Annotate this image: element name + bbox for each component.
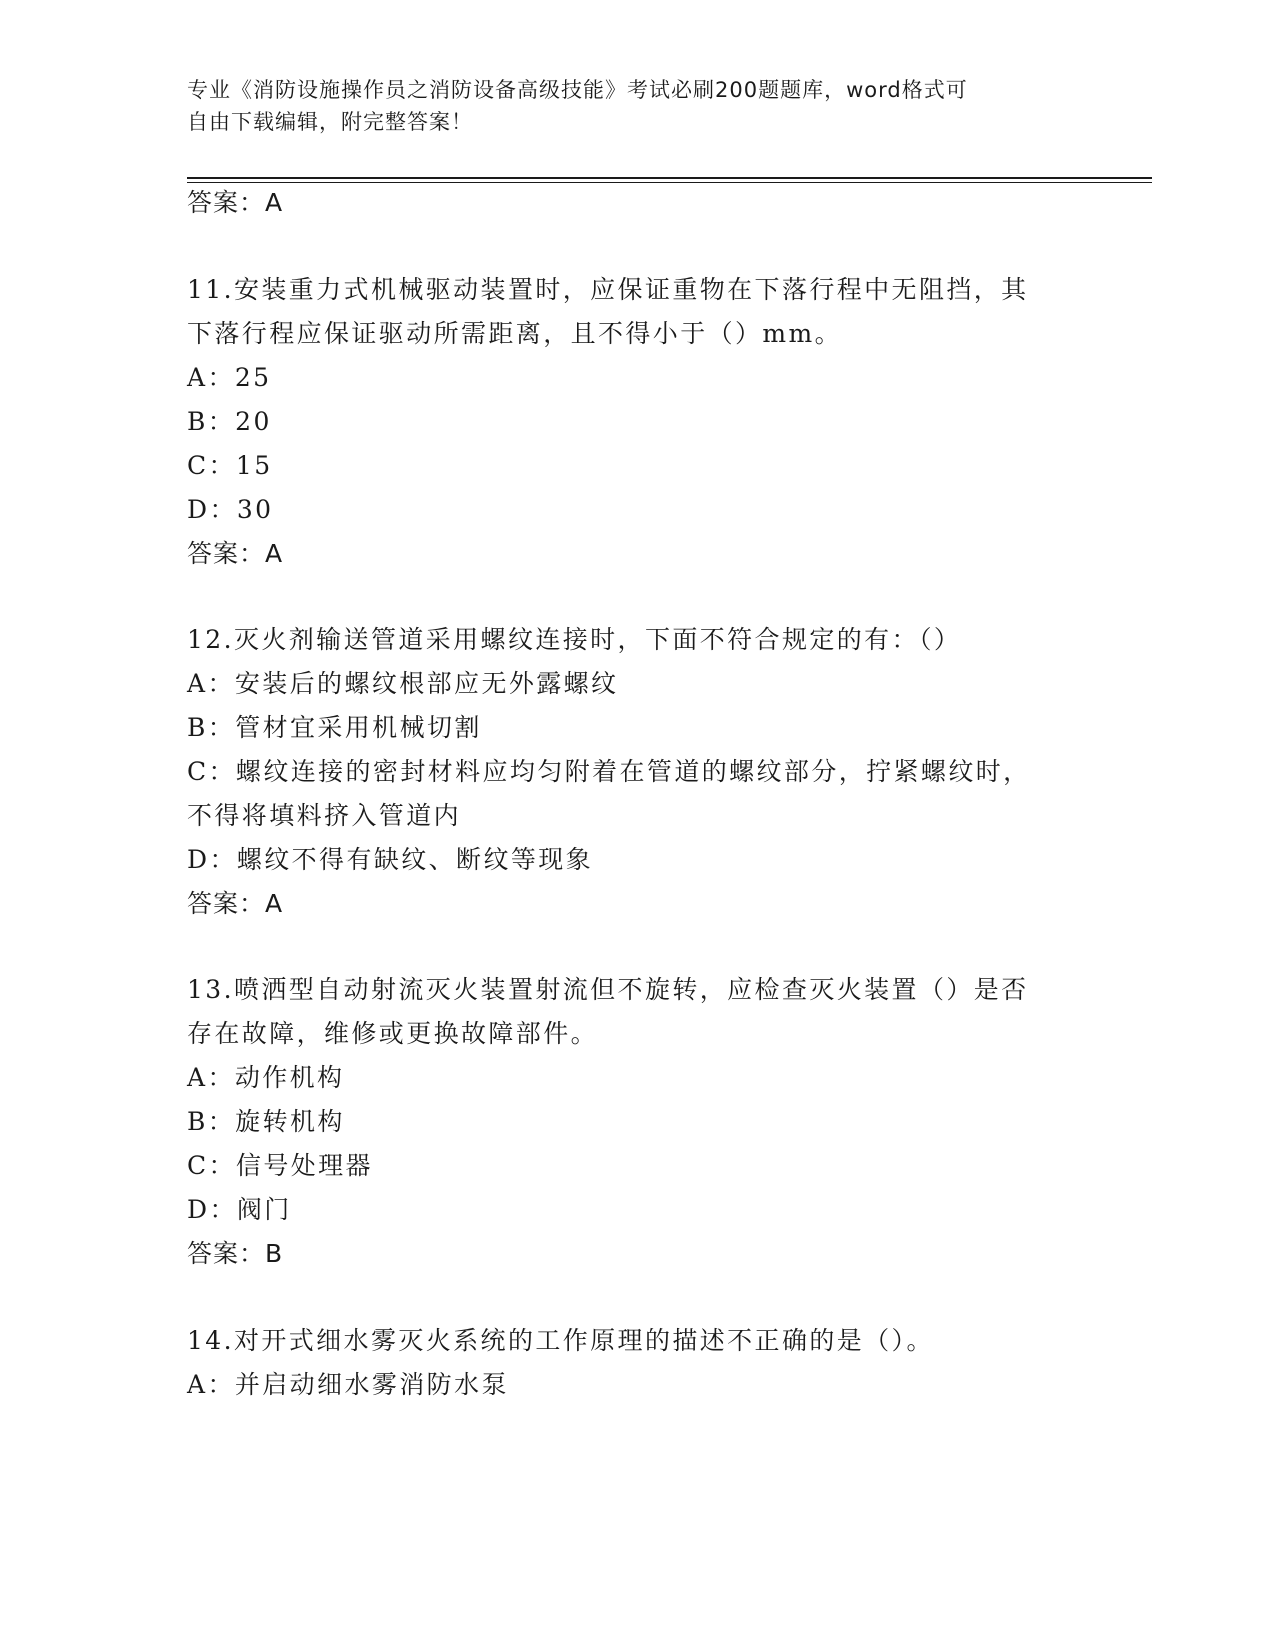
q13-option-d: D：阀门: [187, 1195, 292, 1224]
header-divider-thick: [187, 177, 1152, 179]
header-text: [187, 74, 1067, 138]
q12-option-c-line-2: 不得将填料挤入管道内: [187, 801, 462, 830]
q12-option-c-line-1: C：螺纹连接的密封材料应均匀附着在管道的螺纹部分，拧紧螺纹时，: [187, 757, 1031, 786]
q13-stem-line-1: 13.喷洒型自动射流灭火装置射流但不旋转，应检查灭火装置（）是否: [187, 975, 1029, 1004]
q13-option-c: C：信号处理器: [187, 1151, 373, 1180]
q12-option-b: B：管材宜采用机械切割: [187, 713, 482, 742]
q11-option-c: C：15: [187, 451, 273, 480]
q12-answer: 答案：A: [187, 889, 284, 918]
q11-option-b: B：20: [187, 407, 272, 436]
q13-option-a: A：动作机构: [187, 1063, 345, 1092]
q11-stem-line-1: 11.安装重力式机械驱动装置时，应保证重物在下落行程中无阻挡，其: [187, 275, 1029, 304]
header-line-1: 专业《消防设施操作员之消防设备高级技能》考试必刷200题题库，word格式可: [187, 78, 968, 102]
header-divider-thin: [187, 182, 1152, 183]
q11-stem-line-2: 下落行程应保证驱动所需距离，且不得小于（）mm。: [187, 319, 843, 348]
previous-answer: 答案：A: [187, 188, 284, 217]
q13-answer: 答案：B: [187, 1239, 284, 1268]
header-line-2: 自由下载编辑，附完整答案！: [187, 110, 473, 134]
q11-option-d: D：30: [187, 495, 274, 524]
q12-stem: 12.灭火剂输送管道采用螺纹连接时，下面不符合规定的有：（）: [187, 625, 962, 654]
q12-option-d: D：螺纹不得有缺纹、断纹等现象: [187, 845, 594, 874]
q13-stem-line-2: 存在故障，维修或更换故障部件。: [187, 1019, 599, 1048]
q11-option-a: A：25: [187, 363, 272, 392]
q14-stem: 14.对开式细水雾灭火系统的工作原理的描述不正确的是（）。: [187, 1326, 934, 1355]
q12-option-a: A：安装后的螺纹根部应无外露螺纹: [187, 669, 619, 698]
q11-answer: 答案：A: [187, 539, 284, 568]
q13-option-b: B：旋转机构: [187, 1107, 345, 1136]
q14-option-a: A：并启动细水雾消防水泵: [187, 1370, 509, 1399]
